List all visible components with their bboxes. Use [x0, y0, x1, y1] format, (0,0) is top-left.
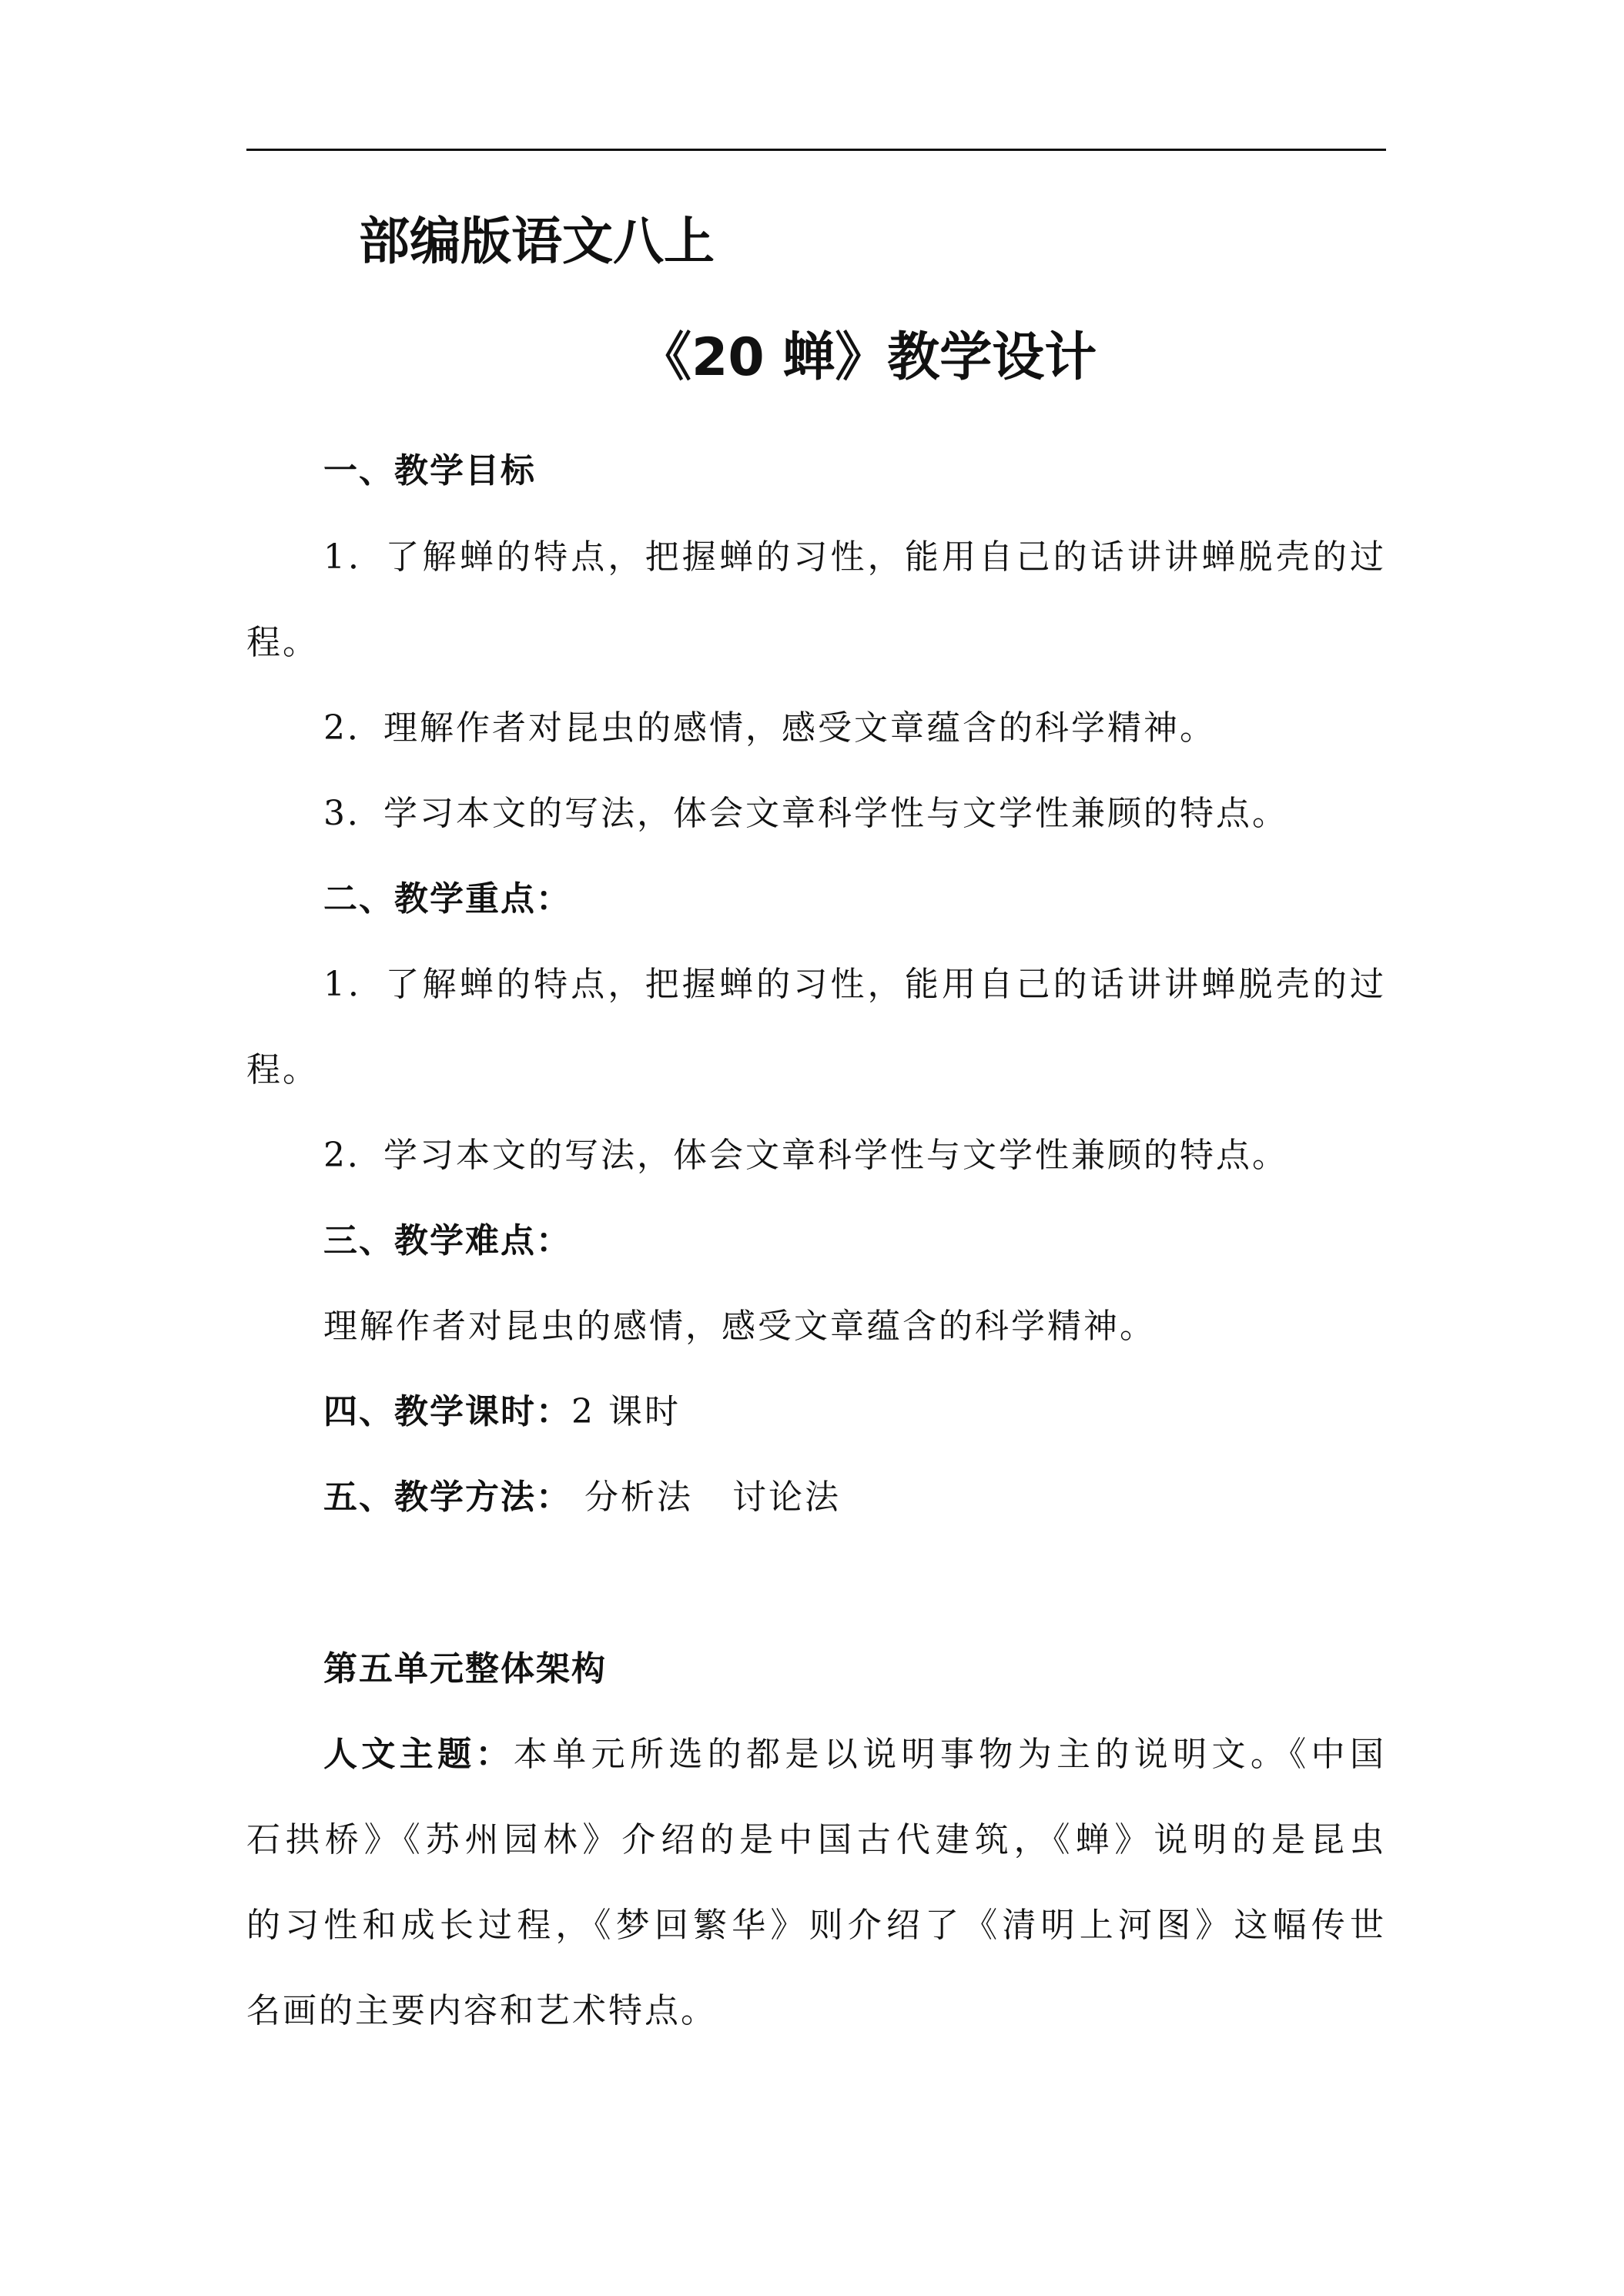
focus-1-line-2: 程。	[246, 1050, 319, 1089]
goals-heading: 一、教学目标	[323, 451, 536, 490]
focus-2: 2．学习本文的写法，体会文章科学性与文学性兼顾的特点。	[323, 1136, 1288, 1175]
difficulty-text: 理解作者对昆虫的感情，感受文章蕴含的科学精神。	[323, 1307, 1156, 1346]
method-row	[323, 1474, 841, 1521]
unit-heading: 第五单元整体架构	[323, 1649, 607, 1689]
theme-line-1	[323, 1732, 1386, 1778]
focus-heading: 二、教学重点：	[323, 879, 571, 919]
theme-line-4: 名画的主要内容和艺术特点。	[246, 1991, 717, 2030]
document-title: 部编版语文八上	[359, 212, 715, 271]
lesson-title: 《20 蝉》教学设计	[639, 327, 1097, 388]
goal-1-line-2: 程。	[246, 623, 319, 662]
goal-2: 2．理解作者对昆虫的感情，感受文章蕴含的科学精神。	[323, 708, 1216, 748]
hours-row	[323, 1389, 681, 1435]
hours-label: 四、教学课时：	[323, 1392, 571, 1431]
header-rule	[246, 149, 1386, 151]
goal-1-line-1: 1．了解蝉的特点，把握蝉的习性，能用自己的话讲讲蝉脱壳的过	[323, 537, 1386, 577]
difficulty-heading: 三、教学难点：	[323, 1221, 571, 1260]
goal-3: 3．学习本文的写法，体会文章科学性与文学性兼顾的特点。	[323, 794, 1288, 833]
theme-line-1-text: 本单元所选的都是以说明事物为主的说明文。《中国	[513, 1735, 1387, 1774]
method-label: 五、教学方法：	[323, 1478, 571, 1517]
theme-label: 人文主题：	[323, 1735, 514, 1774]
theme-line-2: 石拱桥》《苏州园林》介绍的是中国古代建筑，《蝉》说明的是昆虫	[246, 1820, 1386, 1859]
focus-1-line-1: 1．了解蝉的特点，把握蝉的习性，能用自己的话讲讲蝉脱壳的过	[323, 965, 1386, 1004]
theme-line-3: 的习性和成长过程，《梦回繁华》则介绍了《清明上河图》这幅传世	[246, 1906, 1386, 1945]
hours-value: 2 课时	[571, 1392, 681, 1431]
method-value: 分析法 讨论法	[571, 1478, 841, 1517]
